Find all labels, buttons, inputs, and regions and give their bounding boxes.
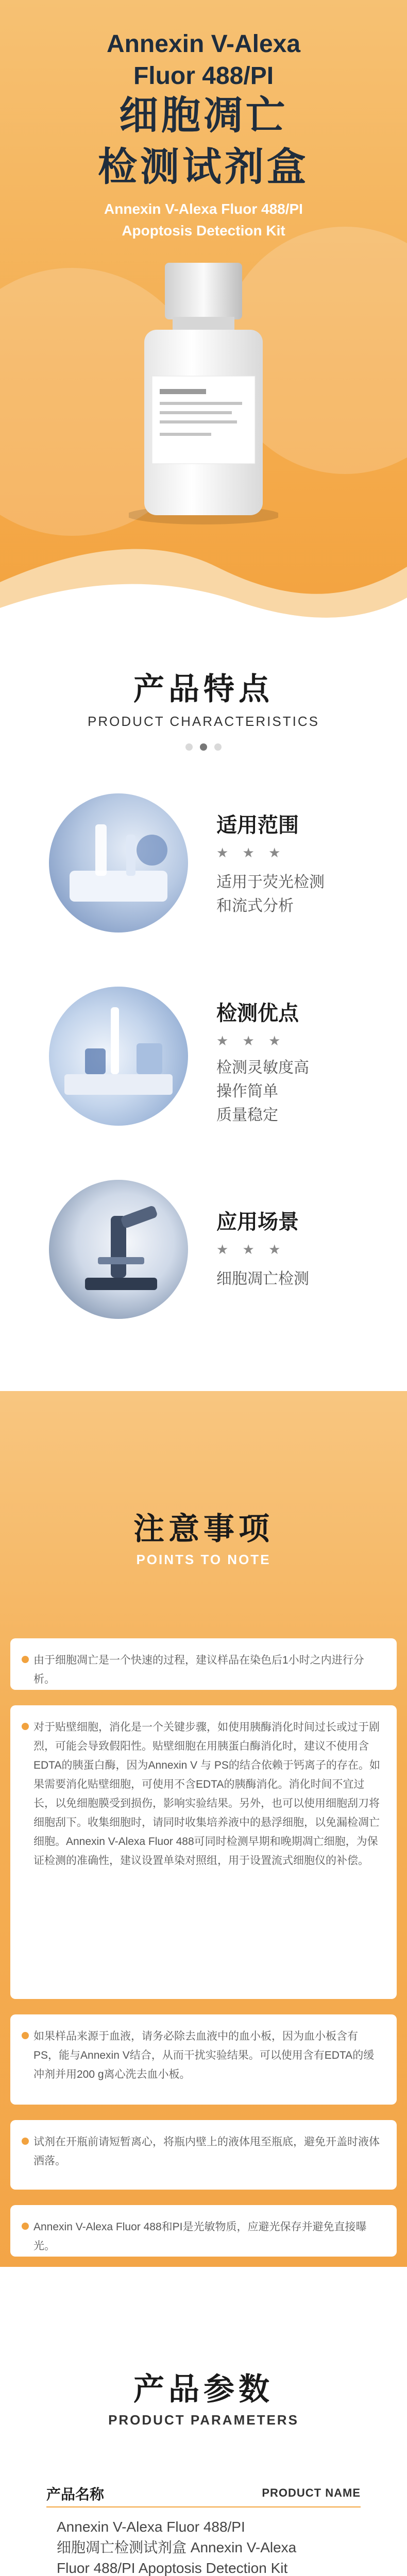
features-subtitle: PRODUCT CHARACTERISTICS <box>88 714 319 729</box>
product-name-label: 产品名称 <box>46 2486 105 2502</box>
note-card-4 <box>10 2120 397 2190</box>
feature-stars-3: ★ ★ ★ <box>216 1242 286 1257</box>
reagent-bottle-image <box>129 258 278 526</box>
note-bullet <box>22 2138 29 2145</box>
notes-subtitle: POINTS TO NOTE <box>136 1552 271 1567</box>
note-bullet <box>22 1656 29 1663</box>
product-name-value: Annexin V-Alexa Fluor 488/PI 细胞凋亡检测试剂盒 Annexin V-Alexa Fluor 488/PI Apoptosis Detection Kit <box>57 2519 297 2576</box>
hero-wave <box>0 536 407 644</box>
note-card-3 <box>10 2014 397 2105</box>
params-subtitle: PRODUCT PARAMETERS <box>108 2412 299 2428</box>
feature-text-2: 检测灵敏度高 操作简单 质量稳定 <box>216 1059 309 1124</box>
feature-image-microscope <box>49 1180 188 1319</box>
note-bullet <box>22 2032 29 2039</box>
note-text: 由于细胞凋亡是一个快速的过程，建议样品在染色后1小时之内进行分析。 <box>33 1654 364 1685</box>
hero-banner <box>0 0 407 644</box>
feature-title-3: 应用场景 <box>216 1211 299 1233</box>
feature-image-lab <box>49 793 188 933</box>
note-card-1 <box>10 1638 397 1690</box>
params-title: 产品参数 <box>133 2372 274 2406</box>
note-text: 试剂在开瓶前请短暂离心，将瓶内壁上的液体甩至瓶底，避免开盖时液体洒落。 <box>33 2136 380 2167</box>
note-bullet <box>22 1723 29 1730</box>
divider <box>46 2506 361 2507</box>
note-bullet <box>22 2223 29 2230</box>
feature-stars-2: ★ ★ ★ <box>216 1033 286 1048</box>
hero-title-zh: 细胞凋亡 检测试剂盒 <box>98 94 309 189</box>
feature-image-pipette <box>49 987 188 1126</box>
note-text: 对于贴壁细胞，消化是一个关键步骤，如使用胰酶消化时间过长或过于剧烈，可能会导致假阳性。贴壁细胞在用胰蛋白酶消化时，建议不使用含EDTA的胰蛋白酶，因为Annexin V 与 PS的结合依赖于钙离子的存在。如果需要消化贴壁细胞，可使用不含EDTA的胰酶消化。消化时间不宜过长，以免细胞膜受到损伤，影响实验结果。另外，也可以使用细胞刮刀将细胞刮下。收集细胞时，请同时收集培养液中的悬浮细胞，以免漏检凋亡细胞。Annexin V-Alexa Fluor 488可同时检测早期和晚期凋亡细胞，为保证检测的准确性，建议设置单染对照组，用于设置流式细胞仪的补偿。 <box>33 1721 380 1867</box>
hero-subtitle: Annexin V-Alexa Fluor 488/PI Apoptosis Detection Kit <box>104 201 303 239</box>
note-card-5 <box>10 2205 397 2257</box>
feature-stars-1: ★ ★ ★ <box>216 845 286 860</box>
feature-text-1: 适用于荧光检测 和流式分析 <box>216 874 325 914</box>
section-dots <box>185 742 222 752</box>
notes-title: 注意事项 <box>133 1512 274 1546</box>
product-name-label-en: PRODUCT NAME <box>262 2486 361 2499</box>
hero-title-en: Annexin V-Alexa Fluor 488/PI <box>106 30 301 90</box>
feature-text-3: 细胞凋亡检测 <box>216 1270 309 1287</box>
feature-title-1: 适用范围 <box>216 814 299 837</box>
feature-title-2: 检测优点 <box>216 1002 299 1025</box>
features-title: 产品特点 <box>133 672 274 706</box>
note-card-2 <box>10 1705 397 1999</box>
note-text: Annexin V-Alexa Fluor 488和PI是光敏物质，应避光保存并避免直接曝光。 <box>33 2221 367 2252</box>
note-text: 如果样品来源于血液，请务必除去血液中的血小板，因为血小板含有PS，能与Annexin V结合，从而干扰实验结果。可以使用含有EDTA的缓冲剂并用200 g离心洗去血小板。 <box>33 2030 375 2080</box>
